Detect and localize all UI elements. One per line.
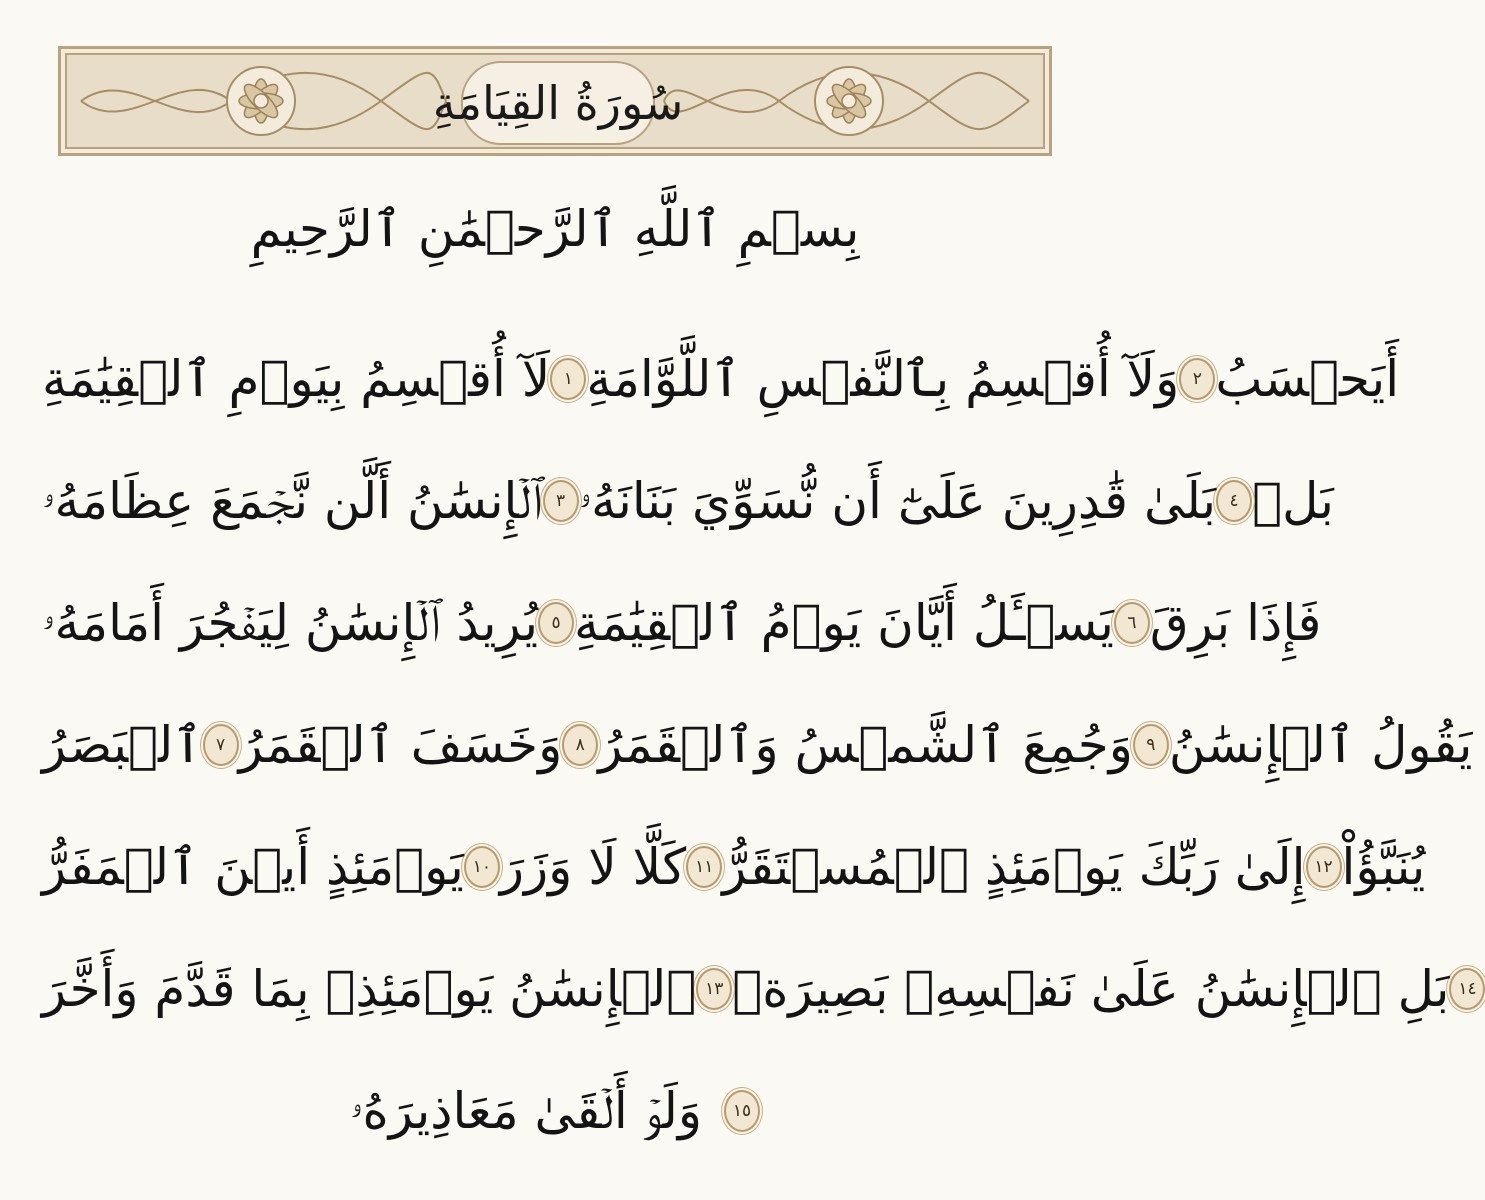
- verse-text: إِلَىٰ رَبِّكَ يَوۡمَئِذٍ ٱلۡمُسۡتَقَرُّ: [722, 838, 1306, 896]
- verse-text: يَسۡـَٔلُ أَيَّانَ يَوۡمُ ٱلۡقِيَٰمَةِ: [574, 594, 1114, 652]
- verse-line-6: [42, 928, 1477, 1050]
- verse-text: وَخَسَفَ ٱلۡقَمَرُ: [238, 716, 563, 774]
- verse-text: ٱلۡبَصَرُ: [42, 716, 203, 774]
- surah-title: سُورَةُ القِيَامَةِ: [432, 76, 684, 130]
- ayah-number-marker: ٤: [1216, 480, 1252, 522]
- ayah-number-marker: ٥: [538, 602, 574, 644]
- ayah-number-marker: ٩: [1133, 724, 1169, 766]
- verse-line-5: [42, 806, 1426, 928]
- ayah-number-marker: ١٣: [696, 968, 732, 1010]
- verse-text: يُرِيدُ ٱلۡإِنسَٰنُ لِيَفۡجُرَ أَمَامَهُۥ: [42, 593, 539, 652]
- verse-text: ٱلۡإِنسَٰنُ يَوۡمَئِذِۭ بِمَا قَدَّمَ وَأَخَّرَ: [42, 960, 697, 1018]
- verse-text: كَلَّا لَا وَزَرَ: [499, 838, 687, 896]
- verse-text: أَيَحۡسَبُ: [1215, 350, 1400, 408]
- ayah-number-marker: ١٢: [1306, 846, 1342, 888]
- verse-line-7: [42, 1050, 1068, 1172]
- verse-text: وَلَوۡ أَلۡقَىٰ مَعَاذِيرَهُۥ: [350, 1081, 702, 1140]
- surah-header-banner: [58, 46, 1052, 156]
- verse-text: وَلَآ أُقۡسِمُ بِٱلنَّفۡسِ ٱللَّوَّامَةِ: [586, 350, 1180, 408]
- ayah-number-marker: ٢: [1179, 358, 1215, 400]
- ayah-number-marker: ١١: [686, 846, 722, 888]
- verse-text: يَوۡمَئِذٍ أَيۡنَ ٱلۡمَفَرُّ: [42, 838, 464, 896]
- verse-line-4: [42, 684, 1473, 806]
- verse-line-1: [42, 318, 1400, 440]
- ayah-number-marker: ٧: [203, 724, 239, 766]
- verse-text: وَجُمِعَ ٱلشَّمۡسُ وَٱلۡقَمَرُ: [598, 716, 1133, 774]
- verse-text: يُنَبَّؤُاْ: [1341, 838, 1426, 896]
- ayah-number-marker: ٣: [543, 480, 579, 522]
- verse-line-2: [42, 440, 1334, 562]
- arabesque-ornament-icon: [659, 59, 1039, 143]
- verse-text: ٱلۡإِنسَٰنُ أَلَّن نَّجۡمَعَ عِظَامَهُۥ: [42, 471, 543, 530]
- verse-text: لَآ أُقۡسِمُ بِيَوۡمِ ٱلۡقِيَٰمَةِ: [42, 350, 551, 408]
- ayah-number-marker: ١٥: [724, 1090, 760, 1132]
- verse-text: بَلَىٰ قَٰدِرِينَ عَلَىٰٓ أَن نُّسَوِّيَ بَنَانَهُۥ: [578, 471, 1217, 530]
- verse-lines: [42, 318, 1477, 1172]
- verse-text: بَلۡ: [1252, 472, 1334, 530]
- ayah-number-marker: ٨: [562, 724, 598, 766]
- verse-text: فَإِذَا بَرِقَ: [1149, 594, 1322, 652]
- verse-text: بَلِ ٱلۡإِنسَٰنُ عَلَىٰ نَفۡسِهِۦ بَصِيرَةٞ: [732, 960, 1450, 1018]
- verse-text: يَقُولُ ٱلۡإِنسَٰنُ: [1168, 716, 1473, 774]
- surah-title-cartouche: [432, 61, 684, 145]
- ayah-number-marker: ١: [550, 358, 586, 400]
- ayah-number-marker: ١٠: [464, 846, 500, 888]
- ayah-number-marker: ١٤: [1449, 968, 1485, 1010]
- ayah-number-marker: ٦: [1114, 602, 1150, 644]
- arabesque-ornament-icon: [71, 59, 451, 143]
- verse-line-3: [42, 562, 1322, 684]
- basmala: بِسۡمِ ٱللَّهِ ٱلرَّحۡمَٰنِ ٱلرَّحِيمِ: [250, 200, 860, 258]
